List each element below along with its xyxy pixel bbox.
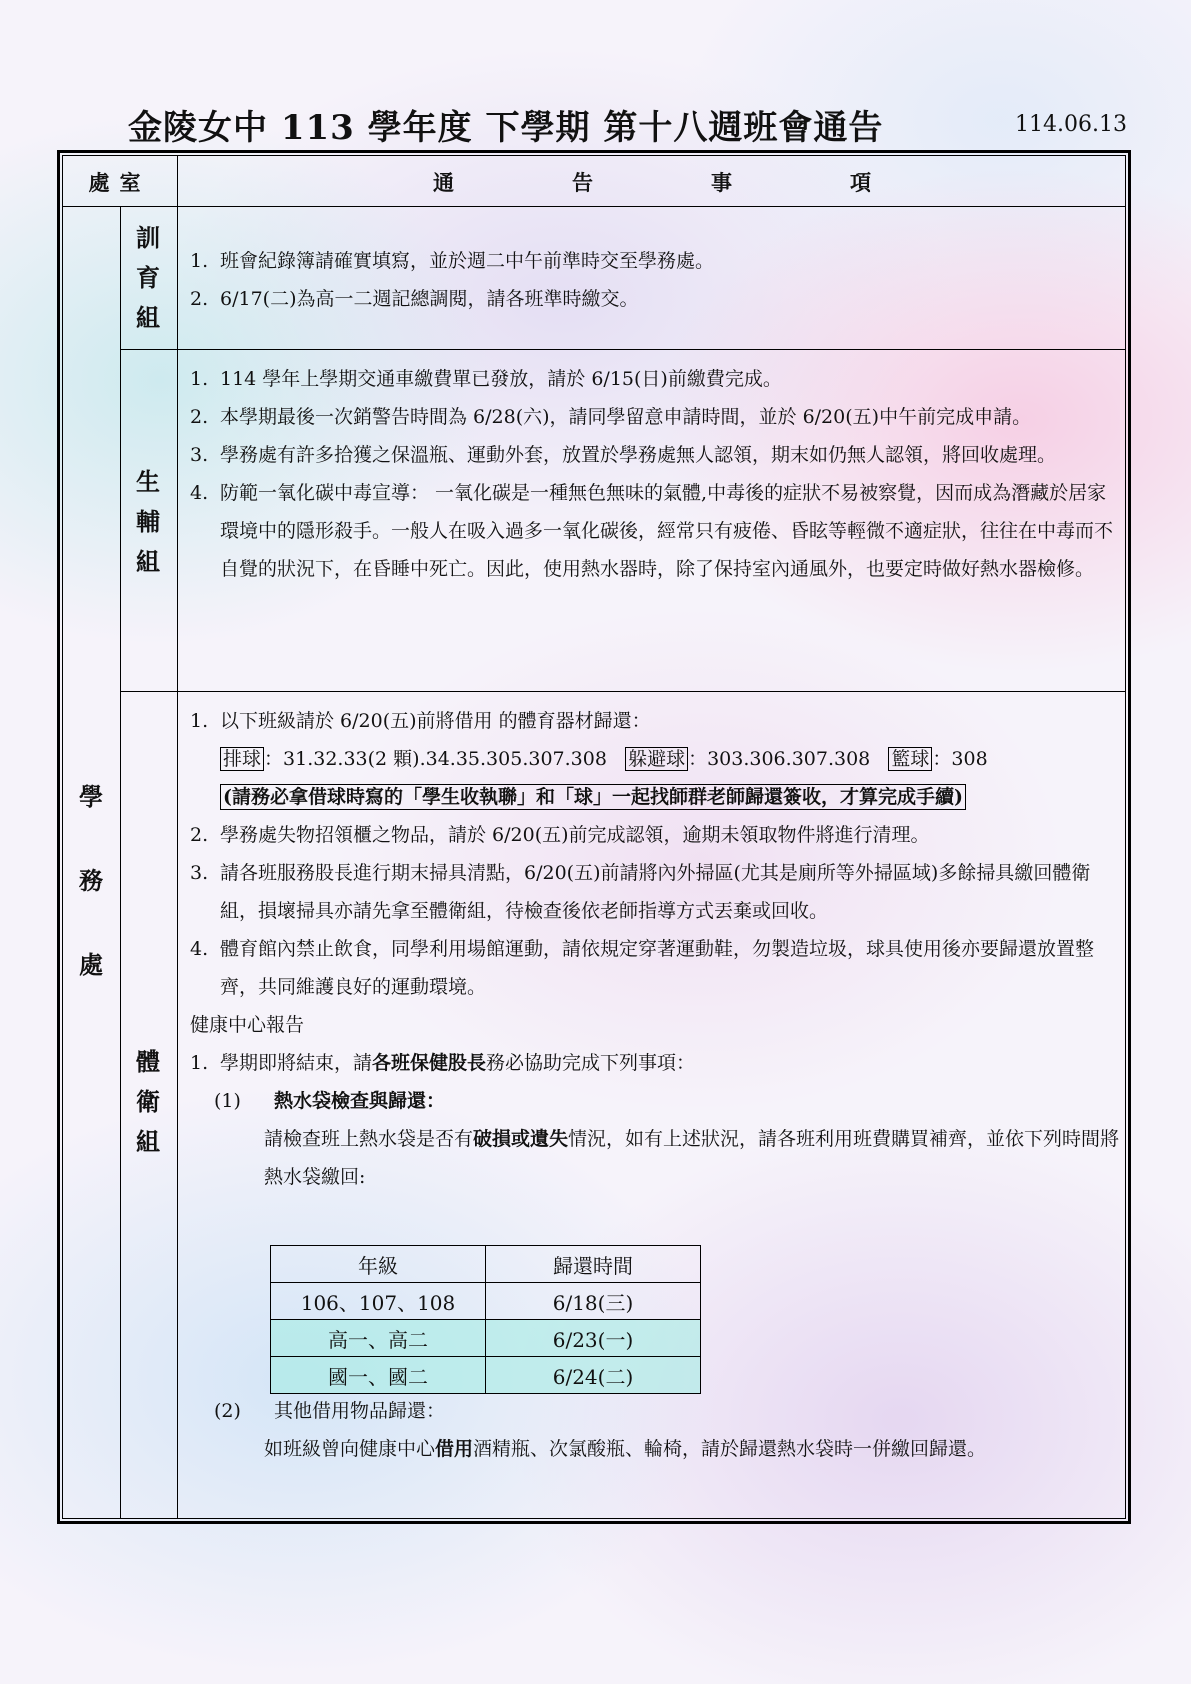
item-number: 1. [190,710,209,732]
item-number: 1. [190,368,209,390]
table-cell: 高一、高二 [271,1320,486,1357]
equipment-list [190,740,1120,778]
list-item [190,280,1120,318]
table-cell: 國一、國二 [271,1357,486,1394]
text: 請檢查班上熱水袋是否有 [264,1128,474,1150]
divider [120,349,1126,350]
volleyball-label: 排球 [220,747,264,771]
item-number: 1. [190,1052,209,1074]
list-item [190,702,1120,740]
sub-item-text [190,1120,1120,1196]
item-number: 1. [190,250,209,272]
vertical-label-char: 組 [136,547,160,576]
table-row [271,1357,701,1394]
return-note-text: (請務必拿借球時寫的「學生收執聯」和「球」一起找師群老師歸還簽收，才算完成手續) [220,784,966,810]
table-row [271,1283,701,1320]
sub-item-text [190,1430,1120,1468]
item-number: 2. [190,406,209,428]
table-header-row [271,1246,701,1283]
item-number: 2. [190,288,209,310]
vertical-label-char: 輔 [136,507,160,536]
item-text: 防範一氧化碳中毒宣導： 一氧化碳是一種無色無味的氣體,中毒後的症狀不易被察覺，因而成為潛藏於居家環境中的隱形殺手。一般人在吸入過多一氧化碳後，經常只有疲倦、昏眩等輕微不適症狀，往往在中毒而不自覺的狀況下，在昏睡中死亡。因此，使用熱水器時，除了保持室內通風外，也要定時做好熱水器檢修。 [220,482,1114,580]
table-header-cell: 歸還時間 [486,1246,701,1283]
list-item [190,360,1115,398]
item-text: 114 學年上學期交通車繳費單已發放，請於 6/15(日)前繳費完成。 [220,368,782,390]
dodgeball-classes: ：303.306.307.308 [688,748,871,770]
item-text: 6/17(二)為高一二週記總調閱，請各班準時繳交。 [220,288,639,310]
item-text: 務必協助完成下列事項： [486,1052,696,1074]
text-emphasis: 借用 [435,1438,474,1460]
item-text: 本學期最後一次銷警告時間為 6/28(六)，請同學留意申請時間，並於 6/20(五)中午前完成申請。 [220,406,1032,428]
dept-label-shengfu [121,462,175,582]
divider [120,206,121,1519]
dept-label-tiwei [121,1042,175,1162]
dept-label-main [64,755,118,1007]
sub-item [190,1392,1120,1430]
title-row [0,100,1191,156]
list-item [190,474,1115,588]
xunyu-content [190,242,1120,318]
text-emphasis: 破損或遺失 [473,1128,569,1150]
table-cell: 6/24(二) [486,1357,701,1394]
table-cell: 106、107、108 [271,1283,486,1320]
item-text-emphasis: 各班保健股長 [372,1052,487,1074]
sub-item [190,1082,1120,1120]
vertical-label-char: 組 [136,1127,160,1156]
list-item [190,436,1115,474]
text: 如班級曾向健康中心 [264,1438,436,1460]
table-cell: 6/23(一) [486,1320,701,1357]
volleyball-classes: ：31.32.33(2 顆).34.35.305.307.308 [264,748,607,770]
basketball-classes: ：308 [932,748,988,770]
sub-item-title: 其他借用物品歸還： [274,1400,446,1422]
item-text: 學務處有許多拾獲之保溫瓶、運動外套，放置於學務處無人認領，期末如仍無人認領，將回收處理。 [220,444,1057,466]
table-header-cell: 年級 [271,1246,486,1283]
tiwei-content-tail [190,1392,1120,1468]
health-center-title: 健康中心報告 [190,1014,305,1036]
item-text: 學期即將結束，請 [220,1052,373,1074]
vertical-label-char: 學 [79,782,103,811]
return-schedule-table [270,1245,701,1394]
divider [120,691,1126,692]
item-number: 3. [190,862,209,884]
divider [177,155,178,1519]
sub-item-number: (2) [214,1400,241,1422]
vertical-label-char: 組 [136,303,160,332]
table-cell: 6/18(三) [486,1283,701,1320]
dodgeball-label: 躲避球 [625,747,688,771]
item-number: 2. [190,824,209,846]
text: 情況，如有上述狀況，請各班利用班費購買補齊，並依下列時間將熱水袋繳回: [264,1128,1120,1188]
item-text: 班會紀錄簿請確實填寫，並於週二中午前準時交至學務處。 [220,250,715,272]
sub-item-title: 熱水袋檢查與歸還： [274,1090,446,1112]
item-text: 學務處失物招領櫃之物品，請於 6/20(五)前完成認領，逾期未領取物件將進行清理。 [220,824,930,846]
basketball-label: 籃球 [888,747,932,771]
list-item [190,1044,1120,1082]
dept-label-xunyu [121,218,175,338]
list-item [190,930,1120,1006]
item-number: 3. [190,444,209,466]
item-text: 請各班服務股長進行期末掃具清點，6/20(五)前請將內外掃區(尤其是廁所等外掃區域)多餘掃具繳回體衛組，損壞掃具亦請先拿至體衛組，待檢查後依老師指導方式丟棄或回收。 [220,862,1091,922]
notice-date: 114.06.13 [1015,112,1127,137]
return-note [190,778,1120,816]
page-title: 金陵女中 113 學年度 下學期 第十八週班會通告 [128,108,884,148]
list-item [190,398,1115,436]
shengfu-content [190,360,1115,588]
vertical-label-char: 生 [136,467,160,496]
header-items: 通告事項 [433,170,989,195]
vertical-label-char: 育 [136,263,160,292]
item-text: 體育館內禁止飲食，同學利用場館運動，請依規定穿著運動鞋，勿製造垃圾，球具使用後亦要歸還放置整齊，共同維護良好的運動環境。 [220,938,1095,998]
divider [62,206,1126,207]
vertical-label-char: 衛 [136,1087,160,1116]
sub-item-number: (1) [214,1090,241,1112]
vertical-label-char: 訓 [136,223,160,252]
table-row [271,1320,701,1357]
vertical-label-char: 處 [79,950,103,979]
vertical-label-char: 體 [136,1047,160,1076]
text: 酒精瓶、次氯酸瓶、輪椅，請於歸還熱水袋時一併繳回歸還。 [473,1438,987,1460]
header-dept: 處室 [88,170,151,195]
list-item [190,242,1120,280]
item-text: 以下班級請於 6/20(五)前將借用 的體育器材歸還： [220,710,651,732]
tiwei-content [190,702,1120,1196]
vertical-label-char: 務 [79,866,103,895]
list-item [190,816,1120,854]
list-item [190,854,1120,930]
item-number: 4. [190,938,209,960]
item-number: 4. [190,482,209,504]
